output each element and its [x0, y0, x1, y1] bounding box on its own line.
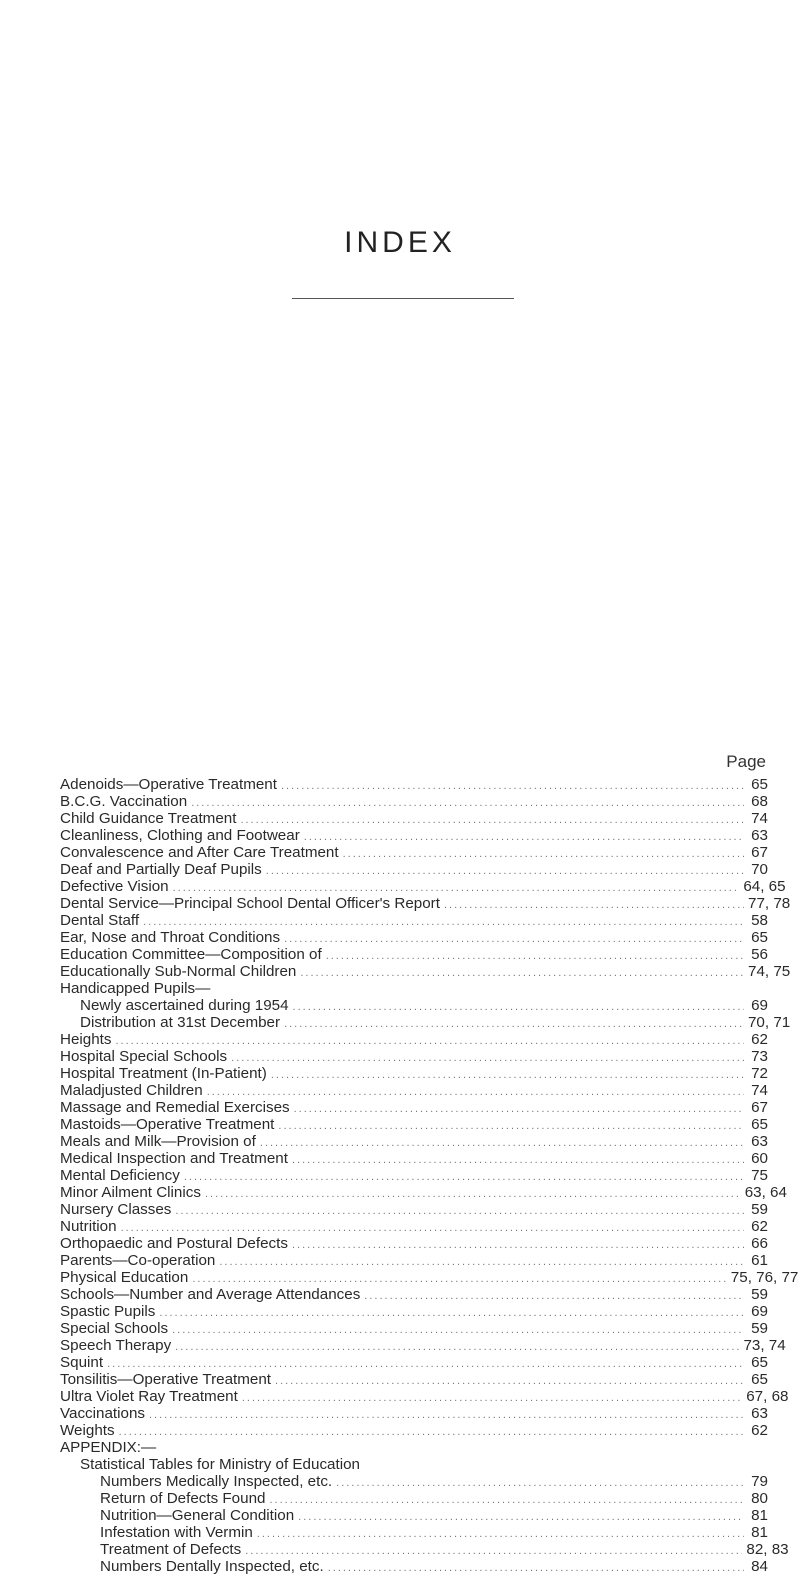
- entry-pages: 63: [751, 1405, 768, 1422]
- entry-label: Vaccinations: [60, 1405, 145, 1422]
- entry-label: Schools—Number and Average Attendances: [60, 1286, 361, 1303]
- entry-pages: 65: [751, 776, 768, 793]
- index-entry: [60, 1405, 768, 1422]
- entry-label: Numbers Medically Inspected, etc.: [100, 1473, 333, 1490]
- entry-label: Hospital Treatment (In-Patient): [60, 1065, 267, 1082]
- leader-dots: [292, 1237, 744, 1254]
- entry-label: Meals and Milk—Provision of: [60, 1133, 256, 1150]
- index-entry: [60, 827, 768, 844]
- entry-pages: 67, 68: [746, 1388, 789, 1405]
- entry-pages: 65: [751, 1371, 768, 1388]
- index-entry: [60, 1133, 768, 1150]
- index-entry: [60, 1558, 768, 1575]
- index-entry: [60, 1167, 768, 1184]
- index-entry: [60, 1541, 789, 1558]
- index-entry: [60, 1371, 768, 1388]
- entry-pages: 69: [751, 1303, 768, 1320]
- entry-label: B.C.G. Vaccination: [60, 793, 188, 810]
- index-entry: [60, 861, 768, 878]
- leader-dots: [300, 965, 744, 982]
- entry-label: Cleanliness, Clothing and Footwear: [60, 827, 300, 844]
- index-entry: [60, 1082, 768, 1099]
- index-entry: [60, 1065, 768, 1082]
- leader-dots: [343, 846, 744, 863]
- entry-pages: 63, 64: [744, 1184, 787, 1201]
- leader-dots: [119, 1424, 744, 1441]
- entry-pages: 75, 76, 77: [730, 1269, 799, 1286]
- entry-pages: 58: [751, 912, 768, 929]
- index-entry: [60, 1388, 789, 1405]
- entry-pages: 72: [751, 1065, 768, 1082]
- leader-dots: [284, 931, 744, 948]
- entry-pages: 84: [751, 1558, 768, 1575]
- index-entry: [60, 1303, 768, 1320]
- entry-pages: 61: [751, 1252, 768, 1269]
- entry-label: Statistical Tables for Ministry of Education: [80, 1456, 360, 1473]
- entry-pages: 60: [751, 1150, 768, 1167]
- entry-pages: 59: [751, 1320, 768, 1337]
- index-entry: [60, 1473, 768, 1490]
- index-entry: [60, 1218, 768, 1235]
- index-entry: [60, 844, 768, 861]
- entry-label: Dental Staff: [60, 912, 140, 929]
- entry-pages: 77, 78: [748, 895, 791, 912]
- entry-label: Orthopaedic and Postural Defects: [60, 1235, 288, 1252]
- leader-dots: [149, 1407, 744, 1424]
- index-heading: [60, 1439, 768, 1456]
- page-column-header: Page: [726, 752, 766, 771]
- entry-label: Mastoids—Operative Treatment: [60, 1116, 275, 1133]
- entry-label: Newly ascertained during 1954: [80, 997, 289, 1014]
- entry-label: Medical Inspection and Treatment: [60, 1150, 288, 1167]
- entry-pages: 70: [751, 861, 768, 878]
- leader-dots: [364, 1288, 744, 1305]
- leader-dots: [271, 1067, 744, 1084]
- entry-label: Defective Vision: [60, 878, 169, 895]
- index-entry: [60, 810, 768, 827]
- entry-pages: 74: [751, 1082, 768, 1099]
- entry-pages: 62: [751, 1218, 768, 1235]
- entry-pages: 59: [751, 1201, 768, 1218]
- index-title: INDEX: [344, 226, 456, 259]
- entry-pages: 67: [751, 844, 768, 861]
- entry-pages: 80: [751, 1490, 768, 1507]
- index-entry: [60, 1014, 791, 1031]
- index-entry: [60, 1286, 768, 1303]
- entry-label: Return of Defects Found: [100, 1490, 266, 1507]
- leader-dots: [205, 1186, 741, 1203]
- index-entry: [60, 776, 768, 793]
- entry-pages: 69: [751, 997, 768, 1014]
- entry-label: Ear, Nose and Throat Conditions: [60, 929, 281, 946]
- leader-dots: [281, 778, 744, 795]
- entry-pages: 74, 75: [748, 963, 791, 980]
- entry-label: Minor Ailment Clinics: [60, 1184, 201, 1201]
- entry-pages: 62: [751, 1422, 768, 1439]
- leader-dots: [336, 1475, 744, 1492]
- entry-pages: 81: [751, 1524, 768, 1541]
- leader-dots: [293, 999, 744, 1016]
- entry-pages: 63: [751, 1133, 768, 1150]
- entry-label: Child Guidance Treatment: [60, 810, 237, 827]
- index-entry: [60, 1490, 768, 1507]
- entry-label: Handicapped Pupils—: [60, 980, 211, 997]
- index-entry: [60, 1337, 786, 1354]
- entry-pages: 66: [751, 1235, 768, 1252]
- entry-pages: 82, 83: [746, 1541, 789, 1558]
- entry-label: Distribution at 31st December: [80, 1014, 281, 1031]
- index-entry: [60, 1422, 768, 1439]
- entry-label: Numbers Dentally Inspected, etc.: [100, 1558, 324, 1575]
- index-entry: [60, 878, 786, 895]
- index-entry: [60, 963, 791, 980]
- entry-label: Deaf and Partially Deaf Pupils: [60, 861, 262, 878]
- entry-label: Heights: [60, 1031, 112, 1048]
- index-heading: [60, 1456, 768, 1473]
- leader-dots: [266, 863, 744, 880]
- entry-label: Special Schools: [60, 1320, 169, 1337]
- entry-label: Convalescence and After Care Treatment: [60, 844, 339, 861]
- entry-label: Educationally Sub-Normal Children: [60, 963, 297, 980]
- index-entry: [60, 912, 768, 929]
- index-entry: [60, 1252, 768, 1269]
- entry-label: Squint: [60, 1354, 104, 1371]
- entry-label: APPENDIX:—: [60, 1439, 157, 1456]
- entry-pages: 64, 65: [743, 878, 786, 895]
- index-entry: [60, 895, 791, 912]
- entry-pages: 67: [751, 1099, 768, 1116]
- index-entry: [60, 1524, 768, 1541]
- leader-dots: [294, 1101, 744, 1118]
- leader-dots: [172, 1322, 744, 1339]
- entry-pages: 74: [751, 810, 768, 827]
- leader-dots: [260, 1135, 744, 1152]
- leader-dots: [257, 1526, 744, 1543]
- entry-pages: 59: [751, 1286, 768, 1303]
- index-entry: [60, 1048, 768, 1065]
- index-entry: [60, 997, 768, 1014]
- index-entry: [60, 1235, 768, 1252]
- leader-dots: [191, 795, 744, 812]
- entry-label: Treatment of Defects: [100, 1541, 242, 1558]
- index-entry: [60, 1150, 768, 1167]
- entry-label: Mental Deficiency: [60, 1167, 180, 1184]
- title-rule: [292, 298, 514, 299]
- index-entry: [60, 1507, 768, 1524]
- entry-label: Hospital Special Schools: [60, 1048, 228, 1065]
- leader-dots: [326, 948, 744, 965]
- entry-label: Nutrition—General Condition: [100, 1507, 295, 1524]
- leader-dots: [175, 1339, 739, 1356]
- index-heading: [60, 980, 768, 997]
- entry-label: Ultra Violet Ray Treatment: [60, 1388, 238, 1405]
- entry-label: Infestation with Vermin: [100, 1524, 253, 1541]
- leader-dots: [184, 1169, 744, 1186]
- entry-label: Weights: [60, 1422, 115, 1439]
- leader-dots: [240, 812, 744, 829]
- leader-dots: [275, 1373, 744, 1390]
- index-entry: [60, 793, 768, 810]
- entry-pages: 81: [751, 1507, 768, 1524]
- entry-pages: 65: [751, 929, 768, 946]
- entry-label: Adenoids—Operative Treatment: [60, 776, 277, 793]
- leader-dots: [219, 1254, 744, 1271]
- leader-dots: [444, 897, 744, 914]
- index-entry: [60, 1116, 768, 1133]
- entry-pages: 62: [751, 1031, 768, 1048]
- leader-dots: [304, 829, 744, 846]
- entry-pages: 73: [751, 1048, 768, 1065]
- entry-label: Spastic Pupils: [60, 1303, 156, 1320]
- entry-pages: 70, 71: [747, 1014, 791, 1031]
- entry-label: Parents—Co-operation: [60, 1252, 216, 1269]
- leader-dots: [328, 1560, 744, 1577]
- entry-pages: 56: [751, 946, 768, 963]
- entry-label: Nursery Classes: [60, 1201, 172, 1218]
- leader-dots: [278, 1118, 744, 1135]
- leader-dots: [159, 1305, 744, 1322]
- index-entry: [60, 929, 768, 946]
- index-entry: [60, 1184, 787, 1201]
- entry-label: Tonsilitis—Operative Treatment: [60, 1371, 272, 1388]
- leader-dots: [175, 1203, 744, 1220]
- leader-dots: [284, 1016, 744, 1033]
- entry-label: Education Committee—Composition of: [60, 946, 322, 963]
- index-entry: [60, 1320, 768, 1337]
- entry-label: Speech Therapy: [60, 1337, 172, 1354]
- index-entry: [60, 946, 768, 963]
- entry-pages: 68: [751, 793, 768, 810]
- index-entry: [60, 1099, 768, 1116]
- index-list: [60, 776, 799, 1575]
- entry-label: Physical Education: [60, 1269, 189, 1286]
- entry-label: Massage and Remedial Exercises: [60, 1099, 290, 1116]
- leader-dots: [231, 1050, 744, 1067]
- entry-pages: 75: [751, 1167, 768, 1184]
- entry-pages: 65: [751, 1116, 768, 1133]
- entry-pages: 65: [751, 1354, 768, 1371]
- leader-dots: [269, 1492, 744, 1509]
- entry-label: Nutrition: [60, 1218, 117, 1235]
- index-entry: [60, 1201, 768, 1218]
- entry-label: Dental Service—Principal School Dental Officer's Report: [60, 895, 440, 912]
- entry-pages: 63: [751, 827, 768, 844]
- leader-dots: [292, 1152, 744, 1169]
- entry-label: Maladjusted Children: [60, 1082, 203, 1099]
- leader-dots: [242, 1390, 742, 1407]
- index-entry: [60, 1354, 768, 1371]
- entry-pages: 79: [751, 1473, 768, 1490]
- entry-pages: 73, 74: [743, 1337, 786, 1354]
- index-entry: [60, 1031, 768, 1048]
- index-entry: [60, 1269, 799, 1286]
